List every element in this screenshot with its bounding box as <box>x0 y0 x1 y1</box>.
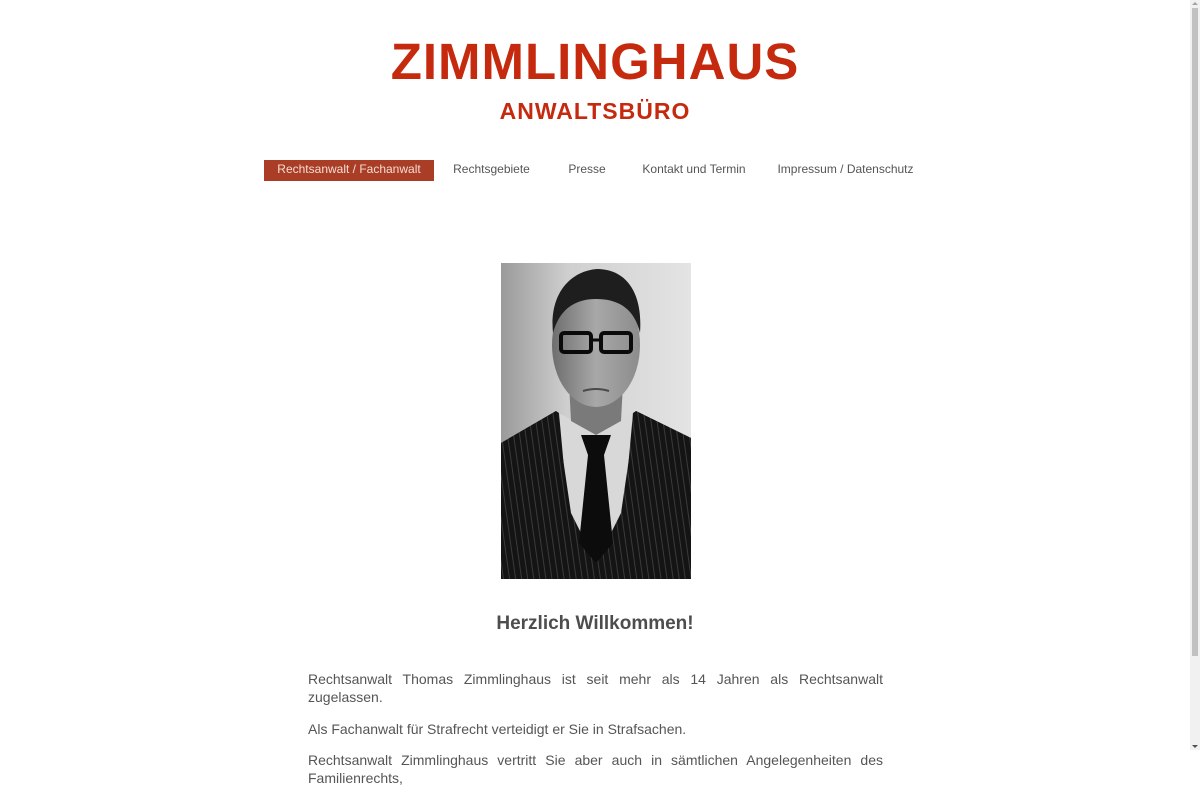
intro-text <box>308 670 883 801</box>
lawyer-portrait-photo <box>501 263 691 579</box>
scrollbar-thumb[interactable] <box>1192 8 1198 656</box>
scroll-down-arrow-icon[interactable] <box>1192 745 1198 748</box>
intro-paragraph-3: Rechtsanwalt Zimmlinghaus vertritt Sie aber auch in sämtlichen Angelegenheiten des Familienrechts, <box>308 752 883 786</box>
logo-subtitle: ANWALTSBÜRO <box>499 98 691 124</box>
intro-paragraph-2: Als Fachanwalt für Strafrecht verteidigt er Sie in Strafsachen. <box>308 720 687 737</box>
nav-item-presse[interactable]: Presse <box>568 162 606 176</box>
nav-item-rechtsgebiete[interactable]: Rechtsgebiete <box>453 162 530 176</box>
scroll-up-arrow-icon[interactable] <box>1192 2 1198 5</box>
welcome-heading: Herzlich Willkommen! <box>496 613 694 634</box>
logo-title[interactable]: ZIMMLINGHAUS <box>390 33 800 90</box>
nav-item-impressum-datenschutz[interactable]: Impressum / Datenschutz <box>777 162 914 176</box>
nav-item-rechtsanwalt-fachanwalt[interactable]: Rechtsanwalt / Fachanwalt <box>264 160 434 181</box>
main-navigation <box>264 160 928 181</box>
nav-item-kontakt-termin[interactable]: Kontakt und Termin <box>642 162 746 176</box>
vertical-scrollbar[interactable] <box>1190 0 1200 750</box>
intro-paragraph-1: Rechtsanwalt Thomas Zimmlinghaus ist seit mehr als 14 Jahren als Rechtsanwalt zugelassen. <box>308 671 883 705</box>
